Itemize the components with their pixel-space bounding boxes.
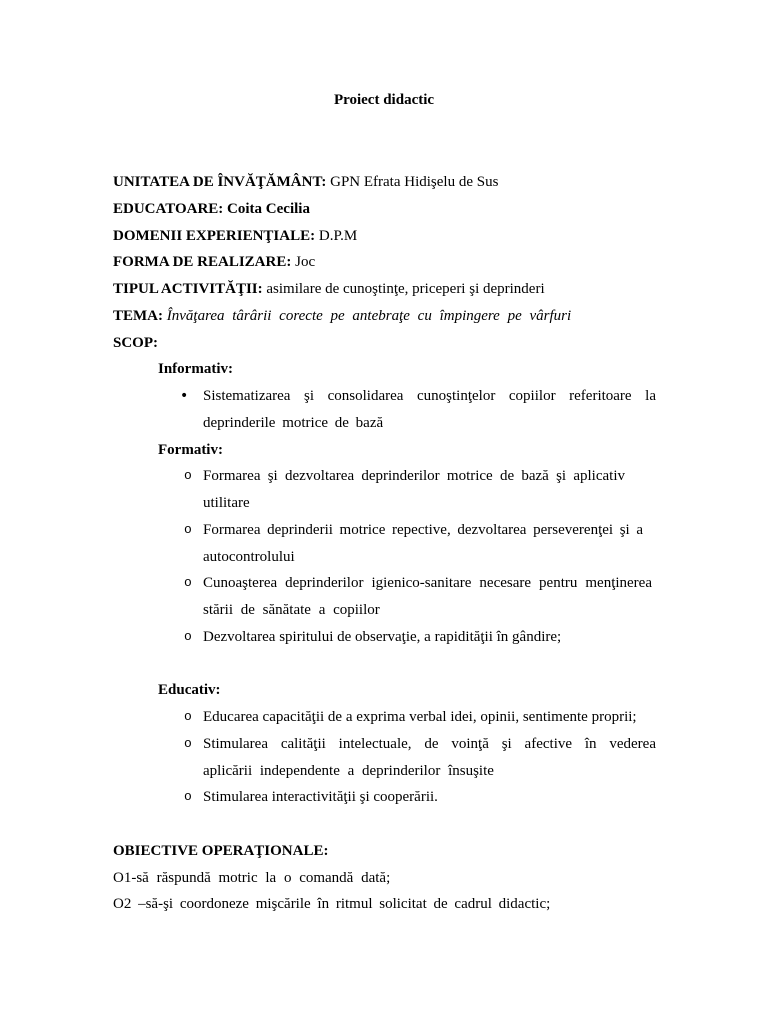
objective-item: O1-să răspundă motric la o comandă dată;	[113, 869, 391, 886]
circle-bullet-marker: o	[184, 628, 192, 644]
list-item-text: Formarea şi dezvoltarea deprinderilor motrice de bază şi aplicativ	[203, 468, 625, 485]
field-label: UNITATEA DE ÎNVĂŢĂMÂNT:	[113, 174, 327, 190]
list-item-continuation: autocontrolului	[203, 548, 295, 565]
bullet-marker: •	[180, 388, 189, 404]
field-label: FORMA DE REALIZARE:	[113, 254, 292, 271]
list-item-text: Cunoaşterea deprinderilor igienico-sanitare necesare pentru menţinerea	[203, 575, 652, 592]
list-item-continuation: utilitare	[203, 495, 250, 511]
list-item-continuation: stării de sănătate a copiilor	[203, 602, 380, 618]
section-heading-scop: SCOP:	[113, 334, 158, 351]
field-value: Joc	[295, 254, 316, 271]
field-label: DOMENII EXPERIENŢIALE:	[113, 227, 316, 244]
list-item	[0, 731, 768, 758]
field-label: TEMA:	[113, 307, 163, 324]
document-body	[0, 169, 768, 918]
subheading-educativ: Educativ:	[158, 682, 221, 699]
circle-bullet-marker: o	[184, 575, 192, 591]
field-value: asimilare de cunoştinţe, priceperi şi deprinderi	[266, 281, 545, 297]
field-value: Coita Cecilia	[227, 200, 310, 217]
list-item	[0, 517, 768, 544]
field-educatoare	[0, 196, 768, 223]
field-label: TIPUL ACTIVITĂŢII:	[113, 281, 263, 297]
circle-bullet-marker: o	[184, 709, 192, 724]
field-domenii	[0, 223, 768, 250]
list-item-continuation: deprinderile motrice de bază	[203, 414, 384, 431]
list-item-text: Educarea capacităţii de a exprima verbal idei, opinii, sentimente proprii;	[203, 709, 637, 725]
field-value: GPN Efrata Hidişelu de Sus	[330, 174, 499, 190]
list-item	[0, 463, 768, 490]
list-item	[0, 383, 768, 410]
list-item	[0, 624, 768, 651]
list-item	[0, 784, 768, 811]
list-item-text: Dezvoltarea spiritului de observaţie, a rapidităţii în gândire;	[203, 628, 562, 645]
list-item	[0, 704, 768, 731]
field-unitatea	[0, 169, 768, 196]
document-title: Proiect didactic	[333, 92, 435, 108]
list-item	[0, 570, 768, 597]
field-tema	[0, 303, 768, 330]
list-item-text: Formarea deprinderii motrice repective, dezvoltarea perseverenţei şi a	[203, 521, 643, 538]
field-value: Învăţarea târârii corecte pe antebraţe cu împingere pe vârfuri	[166, 307, 572, 324]
field-label: EDUCATOARE:	[113, 200, 224, 217]
field-forma	[0, 249, 768, 276]
circle-bullet-marker: o	[184, 468, 192, 484]
subheading-informativ: Informativ:	[158, 361, 233, 378]
field-value: D.P.M	[318, 227, 358, 244]
subheading-formativ: Formativ:	[158, 441, 223, 458]
circle-bullet-marker: o	[184, 789, 192, 805]
list-item-text: Stimularea interactivităţii şi cooperării.	[203, 789, 438, 806]
objective-item: O2 –să-şi coordoneze mişcările în ritmul solicitat de cadrul didactic;	[113, 896, 551, 913]
list-item-text: Stimularea calităţii intelectuale, de voinţă şi afective în vederea	[203, 735, 656, 752]
circle-bullet-marker: o	[184, 735, 192, 751]
circle-bullet-marker: o	[184, 521, 192, 537]
field-tipul	[0, 276, 768, 303]
section-heading-obiective: OBIECTIVE OPERAŢIONALE:	[113, 842, 329, 859]
list-item-continuation: aplicării independente a deprinderilor însuşite	[203, 762, 494, 779]
list-item-text: Sistematizarea şi consolidarea cunoştinţelor copiilor referitoare la	[203, 388, 656, 404]
